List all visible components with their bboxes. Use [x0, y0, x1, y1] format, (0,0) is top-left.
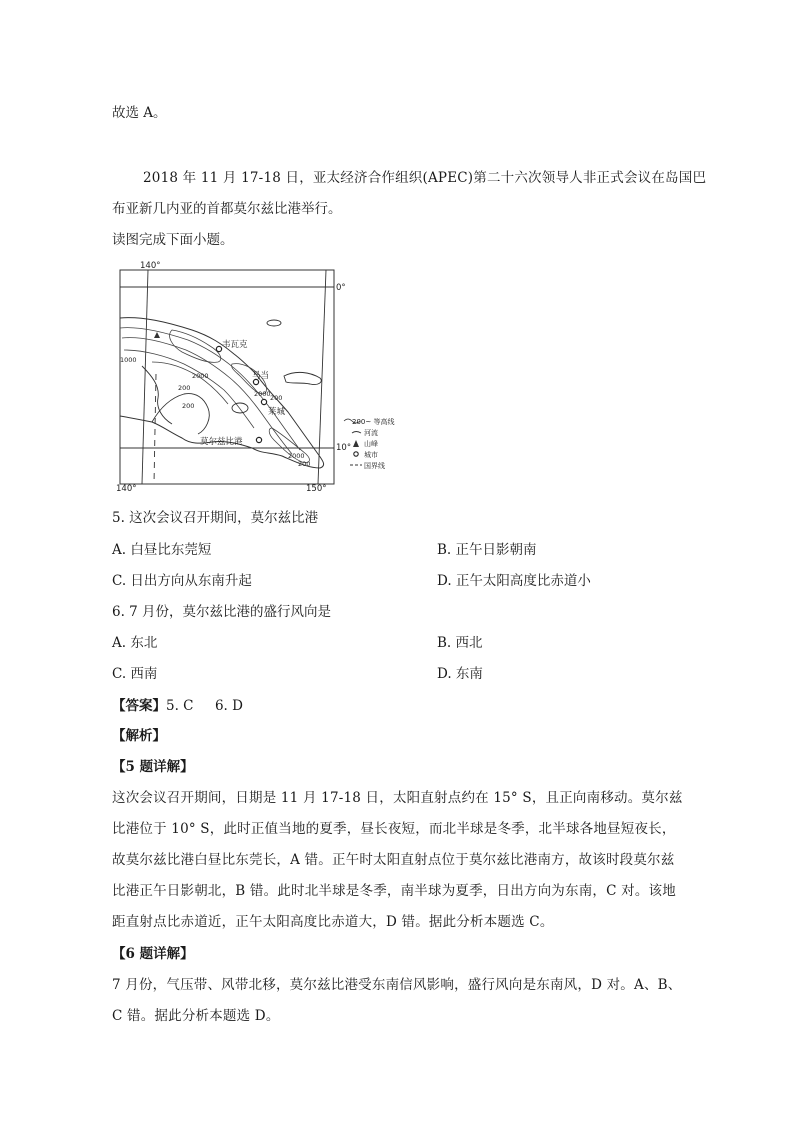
contour-4	[152, 362, 228, 404]
contour-label: 200	[182, 402, 195, 410]
city-wewak-label: 韦瓦克	[222, 340, 248, 350]
lon-left-bottom: 140°	[116, 484, 137, 494]
legend-contour-label: 200~ 等高线	[352, 418, 395, 426]
detail5-line: 距直射点比赤道近，正午太阳高度比赤道大，D 错。据此分析本题选 C。	[112, 914, 554, 930]
detail6-label: 【6 题详解】	[112, 946, 194, 962]
island-north	[267, 320, 281, 326]
detail5-line: 这次会议召开期间，日期是 11 月 17-18 日，太阳直射点约在 15° S，且正向南移动。莫尔兹	[112, 790, 683, 806]
contour-label: 200	[270, 394, 283, 402]
q5-stem: 5. 这次会议召开期间，莫尔兹比港	[112, 510, 319, 526]
passage-line-2: 布亚新几内亚的首都莫尔兹比港举行。	[112, 201, 342, 217]
city-port-moresby-label: 莫尔兹比港	[200, 437, 243, 447]
papua-new-guinea-map	[112, 258, 412, 494]
contour-label: 2000	[288, 452, 305, 460]
city-port-moresby-marker	[256, 437, 261, 442]
contour-label: 2000	[192, 372, 209, 380]
legend-river-icon	[352, 432, 361, 434]
meridian-150	[318, 270, 326, 484]
q5-option-a: A. 白昼比东莞短	[112, 542, 212, 558]
q5-option-d: D. 正午太阳高度比赤道小	[437, 573, 591, 589]
passage-line-1: 2018 年 11 月 17-18 日，亚太经济合作组织(APEC)第二十六次领导人非正式会议在岛国巴	[143, 170, 707, 186]
gulf-coast	[152, 394, 209, 434]
contour-label: 200	[298, 460, 311, 468]
q6-option-a: A. 东北	[112, 635, 158, 651]
peak-icon	[154, 332, 160, 338]
q6-stem: 6. 7 月份，莫尔兹比港的盛行风向是	[112, 604, 332, 620]
contour-label: 2000	[254, 390, 271, 398]
contour-label: 1000	[120, 356, 137, 364]
q5-option-c: C. 日出方向从东南升起	[112, 573, 252, 589]
legend-peak-label: 山峰	[364, 440, 378, 448]
river	[142, 366, 172, 424]
intro-line: 故选 A。	[112, 105, 167, 121]
lat-bottom: 10°	[336, 443, 352, 453]
legend-border-label: 国界线	[364, 462, 385, 470]
q6-option-c: C. 西南	[112, 666, 158, 682]
contour-label: 200	[178, 384, 191, 392]
detail5-line: 故莫尔兹比港白昼比东莞长，A 错。正午时太阳直射点位于莫尔兹比港南方，故该时段莫尔兹	[112, 852, 675, 868]
city-madang-label: 马当	[252, 371, 270, 381]
meridian-140	[142, 270, 148, 484]
island-new-britain	[284, 372, 321, 384]
detail5-line: 比港位于 10° S，此时正值当地的夏季，昼长夜短，而北半球是冬季，北半球各地昼短夜长，	[112, 821, 676, 837]
national-border	[154, 374, 156, 484]
reading-prompt: 读图完成下面小题。	[112, 232, 234, 248]
answer-line	[112, 697, 243, 715]
island-coast	[232, 403, 248, 413]
legend-city-label: 城市	[364, 451, 378, 459]
map-legend	[344, 417, 394, 470]
detail6-line: 7 月份，气压带、风带北移，莫尔兹比港受东南信风影响，盛行风向是东南风，D 对。A、B、	[112, 977, 682, 993]
legend-river-label: 河流	[364, 429, 378, 437]
legend-peak-icon	[353, 440, 359, 447]
detail5-line: 比港正午日影朝北，B 错。此时北半球是冬季，南半球为夏季，日出方向为东南，C 对。该地	[112, 883, 676, 899]
q5-option-b: B. 正午日影朝南	[437, 542, 537, 558]
contour-highland	[170, 330, 221, 362]
detail5-label: 【5 题详解】	[112, 759, 194, 775]
answer-text: 5. C 6. D	[166, 698, 243, 714]
lon-right-bottom: 150°	[306, 484, 327, 494]
city-lae-label: 莱城	[268, 407, 286, 417]
analysis-label: 【解析】	[112, 728, 166, 744]
legend-city-icon	[354, 452, 358, 456]
city-lae-marker	[261, 399, 266, 404]
q6-option-d: D. 东南	[437, 666, 483, 682]
city-wewak-marker	[216, 346, 221, 351]
q6-option-b: B. 西北	[437, 635, 483, 651]
answer-label: 【答案】	[112, 698, 166, 714]
lon-left-top: 140°	[140, 261, 161, 271]
detail6-line: C 错。据此分析本题选 D。	[112, 1008, 280, 1024]
lat-top: 0°	[336, 283, 346, 293]
